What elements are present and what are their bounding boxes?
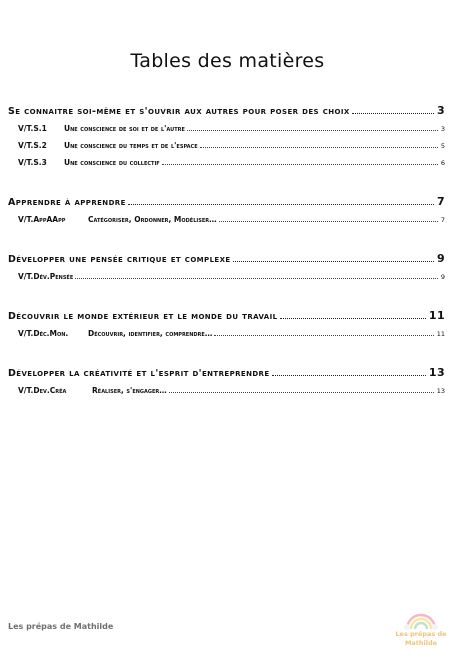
toc-section-label: Développer une pensée critique et complexe — [8, 254, 231, 265]
toc-item-label: Catégoriser, Ordonner, Modéliser… — [88, 215, 217, 224]
toc-section-label: Apprendre à apprendre — [8, 197, 126, 208]
toc-item-code: V/T.S.2 — [18, 141, 47, 150]
toc-page-number: 13 — [428, 366, 445, 379]
toc-item-code: V/T.Dev.Créa — [18, 386, 67, 395]
toc-item-code: V/T.S.1 — [18, 124, 47, 133]
toc-section-label: Développer la créativité et l'esprit d'entreprendre — [8, 368, 270, 379]
toc-section-2[interactable] — [8, 195, 445, 209]
dot-leader — [214, 335, 433, 336]
toc-page-number: 5 — [440, 142, 445, 150]
dot-leader — [219, 221, 438, 222]
toc-page-number: 6 — [440, 159, 445, 167]
toc-page-number: 3 — [440, 125, 445, 133]
page-title: Tables des matières — [130, 50, 325, 72]
toc-page-number: 11 — [436, 330, 445, 338]
toc-page-number: 7 — [436, 195, 445, 208]
toc-section-label: Se connaitre soi-même et s'ouvrir aux autres pour poser des choix — [8, 106, 350, 117]
toc-item-code: V/T.S.3 — [18, 158, 47, 167]
toc-section-5[interactable] — [8, 366, 445, 380]
logo-text: Les prépas de — [395, 630, 447, 638]
dot-leader — [75, 278, 438, 279]
dot-leader — [162, 164, 438, 165]
toc-item[interactable] — [8, 158, 445, 169]
logo-text: Mathilde — [404, 639, 438, 647]
toc-item-code: V/T.Dév.Pensée — [18, 272, 74, 281]
dot-leader — [200, 147, 438, 148]
toc-section-label: Découvrir le monde extérieur et le monde du travail — [8, 311, 278, 322]
toc-item[interactable] — [8, 141, 445, 152]
toc-page-number: 9 — [440, 273, 445, 281]
toc-item-label: Découvrir, identifier, comprendre… — [88, 329, 213, 338]
dot-leader — [352, 113, 434, 114]
dot-leader — [169, 392, 434, 393]
toc-page-number: 11 — [428, 309, 445, 322]
toc-item-label: Une conscience du collectif — [64, 158, 160, 167]
rainbow-icon — [404, 612, 438, 630]
toc-item-label: Une conscience de soi et de l'autre — [64, 124, 185, 133]
toc-page-number: 9 — [436, 252, 445, 265]
toc-item[interactable] — [8, 124, 445, 135]
brand-logo — [392, 612, 450, 656]
toc-item-label: Réaliser, s'engager… — [92, 386, 167, 395]
toc-item[interactable] — [8, 329, 445, 340]
dot-leader — [280, 318, 426, 319]
dot-leader — [272, 375, 426, 376]
toc-page-number: 7 — [440, 216, 445, 224]
toc-section-1[interactable] — [8, 104, 445, 118]
toc-item-code: V/T.Déc.Mon. — [18, 329, 69, 338]
toc-item[interactable] — [8, 386, 445, 397]
dot-leader — [128, 204, 434, 205]
toc-item[interactable] — [8, 272, 445, 283]
toc-section-4[interactable] — [8, 309, 445, 323]
toc-item-code: V/T.AppAApp — [18, 215, 66, 224]
table-of-contents — [8, 104, 445, 397]
dot-leader — [233, 261, 434, 262]
toc-page-number: 13 — [436, 387, 445, 395]
toc-item[interactable] — [8, 215, 445, 226]
toc-item-label: Une conscience du temps et de l'espace — [64, 141, 198, 150]
footer-text: Les prépas de Mathilde — [8, 622, 114, 631]
dot-leader — [187, 130, 438, 131]
toc-page-number: 3 — [436, 104, 445, 117]
toc-section-3[interactable] — [8, 252, 445, 266]
